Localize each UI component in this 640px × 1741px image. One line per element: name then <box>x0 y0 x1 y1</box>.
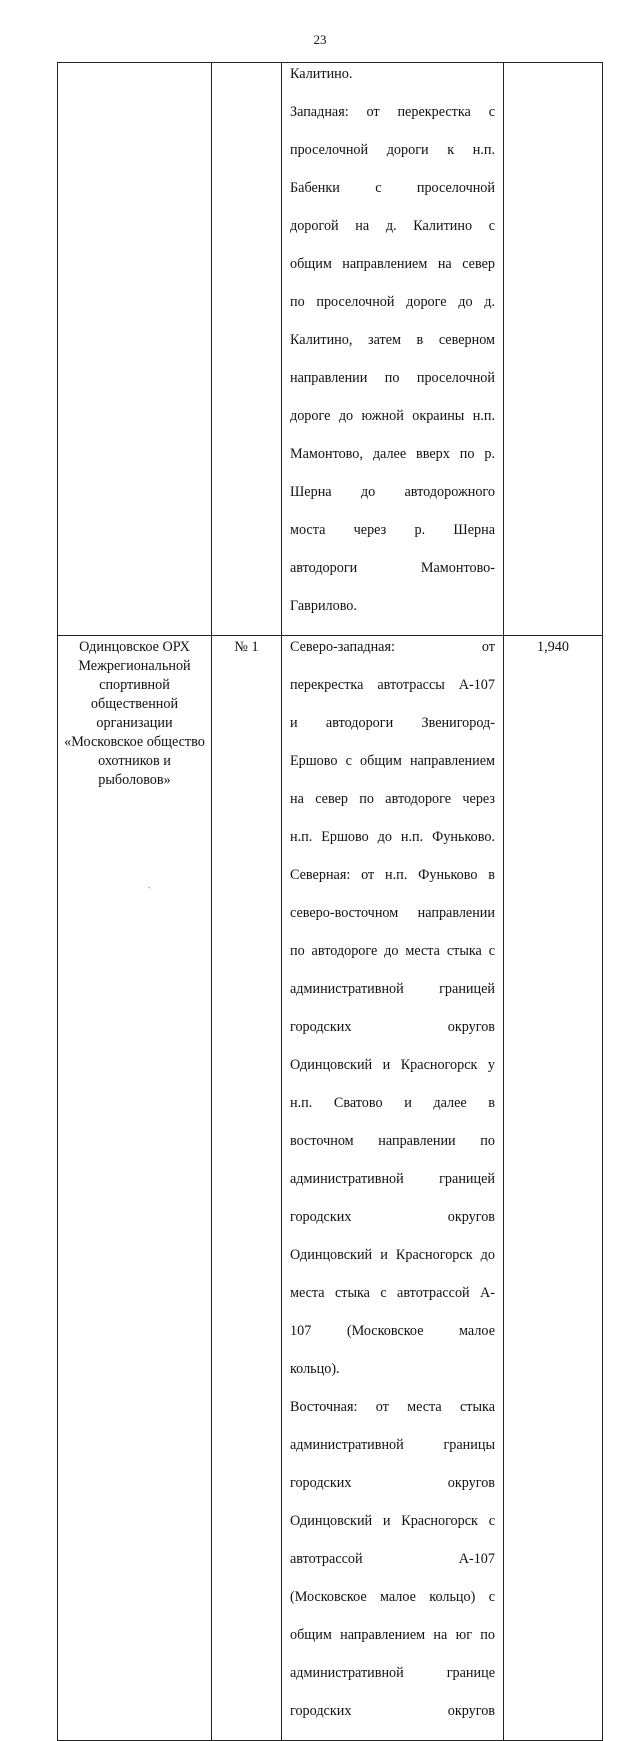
description-line: Восточная: от места стыка <box>290 1399 495 1415</box>
description-line: н.п. Ершово до н.п. Фуньково. <box>290 829 495 845</box>
table-row <box>58 63 603 636</box>
description-line: Гаврилово. <box>290 598 357 614</box>
area-cell: 1,940 <box>504 636 603 1741</box>
description-line: Бабенки с проселочной <box>290 180 495 196</box>
organization-cell: Одинцовское ОРХ Межрегиональной спортивной общественной организации «Московское общество охотников и рыболовов» <box>58 636 212 1741</box>
description-line: Одинцовский и Красногорск до <box>290 1247 495 1263</box>
description-line: кольцо). <box>290 1361 340 1377</box>
description-line: административной границей <box>290 1171 495 1187</box>
boundary-description-cell <box>282 63 504 636</box>
description-line: места стыка с автотрассой А- <box>290 1285 495 1301</box>
description-line: и автодороги Звенигород- <box>290 715 495 731</box>
description-line: Западная: от перекрестка с <box>290 104 495 120</box>
description-line: восточном направлении по <box>290 1133 495 1149</box>
description-line: на север по автодороге через <box>290 791 495 807</box>
description-line: городских округов <box>290 1475 495 1491</box>
description-line: по автодороге до места стыка с <box>290 943 495 959</box>
description-line: (Московское малое кольцо) с <box>290 1589 495 1605</box>
stray-mark: ` <box>148 886 151 895</box>
description-line: автотрассой А-107 <box>290 1551 495 1567</box>
page-number: 23 <box>313 32 327 47</box>
area-cell <box>504 63 603 636</box>
description-line: административной границей <box>290 981 495 997</box>
description-line: направлении по проселочной <box>290 370 495 386</box>
description-line: дороге до южной окраины н.п. <box>290 408 495 424</box>
description-line: административной границы <box>290 1437 495 1453</box>
description-line: дорогой на д. Калитино с <box>290 218 495 234</box>
description-line: Одинцовский и Красногорск у <box>290 1057 495 1073</box>
description-line: городских округов <box>290 1209 495 1225</box>
organization-cell <box>58 63 212 636</box>
description-line: Одинцовский и Красногорск с <box>290 1513 495 1529</box>
number-cell: № 1 <box>212 636 282 1741</box>
description-line: Северо-западная: от <box>290 639 495 655</box>
boundary-description-cell <box>282 636 504 1741</box>
number-cell <box>212 63 282 636</box>
description-line: 107 (Московское малое <box>290 1323 495 1339</box>
description-line: Калитино, затем в северном <box>290 332 495 348</box>
description-line: Мамонтово, далее вверх по р. <box>290 446 495 462</box>
description-line: Калитино. <box>290 66 353 82</box>
description-line: автодороги Мамонтово- <box>290 560 495 576</box>
description-line: общим направлением на север <box>290 256 495 272</box>
description-line: Ершово с общим направлением <box>290 753 495 769</box>
description-line: моста через р. Шерна <box>290 522 495 538</box>
hunting-grounds-table <box>57 62 603 1741</box>
description-line: северо-восточном направлении <box>290 905 495 921</box>
description-line: городских округов <box>290 1703 495 1719</box>
table-row <box>58 636 603 1741</box>
description-line: проселочной дороги к н.п. <box>290 142 495 158</box>
description-line: перекрестка автотрассы А-107 <box>290 677 495 693</box>
description-line: Северная: от н.п. Фуньково в <box>290 867 495 883</box>
description-line: н.п. Сватово и далее в <box>290 1095 495 1111</box>
description-line: Шерна до автодорожного <box>290 484 495 500</box>
description-line: по проселочной дороге до д. <box>290 294 495 310</box>
description-line: городских округов <box>290 1019 495 1035</box>
description-line: общим направлением на юг по <box>290 1627 495 1643</box>
description-line: административной границе <box>290 1665 495 1681</box>
